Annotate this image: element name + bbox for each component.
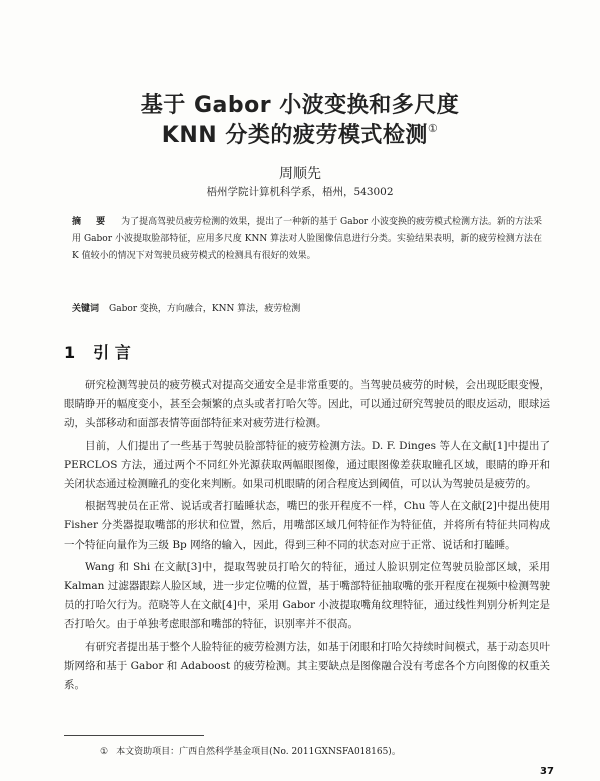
title-footnote-marker: ① <box>427 122 439 135</box>
abstract-text: 为了提高驾驶员疲劳检测的效果，提出了一种新的基于 Gabor 小波变换的疲劳模式检测方法。新的方法采用 Gabor 小波提取脸部特征，应用多尺度 KNN 算法对人脸图像信息进行分类。实验结果表明，新的疲劳检测方法在 K 值较小的情况下对驾驶员疲劳模式的检测具有很好的效果。 <box>72 217 542 261</box>
paragraph: 目前，人们提出了一些基于驾驶员脸部特征的疲劳检测方法。D. F. Dinges 等人在文献[1]中提出了 PERCLOS 方法，通过两个不同红外光源获取两幅眼图像，通过眼图像差获取瞳孔区域，眼睛的睁开和关闭状态通过检测瞳孔的变化来判断。如果司机眼睛的闭合程度达到阈值，可以认为驾驶员是疲劳的。 <box>64 439 550 491</box>
abstract <box>72 214 542 265</box>
footnote <box>100 744 550 757</box>
paragraph: 有研究者提出基于整个人脸特征的疲劳检测方法，如基于闭眼和打哈欠持续时间模式，基于动态贝叶斯网络和基于 Gabor 和 Adaboost 的疲劳检测。其主要缺点是图像融合没有考虑各个方向图像的权重关系。 <box>64 640 550 692</box>
title-line-1 <box>0 88 600 119</box>
author-affiliation: 梧州学院计算机科学系，梧州，543002 <box>206 186 394 198</box>
title-line-2-text: KNN 分类的疲劳模式检测 <box>161 123 428 148</box>
footnote-text: 本文资助项目：广西自然科学基金项目(No. 2011GXNSFA018165)。 <box>116 747 401 757</box>
footnote-divider <box>64 735 204 736</box>
footnote-marker: ① <box>100 747 109 757</box>
author-name: 周顺先 <box>279 166 321 182</box>
section-number: 1 <box>64 343 76 362</box>
title-line-2 <box>0 118 600 149</box>
keywords-label: 关键词 <box>72 304 100 314</box>
abstract-label: 摘 要 <box>72 217 112 227</box>
page-number: 37 <box>540 766 554 777</box>
body-text <box>64 376 550 698</box>
paragraph: 研究检测驾驶员的疲劳模式对提高交通安全是非常重要的。当驾驶员疲劳的时候，会出现眨眼变慢，眼睛睁开的幅度变小，甚至会频繁的点头或者打哈欠等。因此，可以通过研究驾驶员的眼皮运动，眼球运动，头部移动和面部表情等面部特征来对疲劳进行检测。 <box>64 379 550 430</box>
title-line-1-text: 基于 Gabor 小波变换和多尺度 <box>140 93 460 118</box>
keywords <box>72 301 542 314</box>
keywords-text: Gabor 变换，方向融合，KNN 算法，疲劳检测 <box>109 304 301 314</box>
section-title: 引 言 <box>93 343 131 362</box>
paragraph: 根据驾驶员在正常、说话或者打瞌睡状态，嘴巴的张开程度不一样，Chu 等人在文献[2]中提出使用 Fisher 分类器提取嘴部的形状和位置，然后，用嘴部区域几何特征作为特征值，并将所有特征共同构成一个特征向量作为三级 Bp 网络的输入，因此，得到三种不同的状态对应于正常、说话和打瞌睡。 <box>64 500 550 551</box>
section-heading <box>64 340 131 363</box>
paragraph: Wang 和 Shi 在文献[3]中，提取驾驶员打哈欠的特征，通过人脸识别定位驾驶员脸部区域，采用 Kalman 过滤器跟踪人脸区域，进一步定位嘴的位置，基于嘴部特征抽取嘴的张开程度在视频中检测驾驶员的打哈欠行为。范晓等人在文献[4]中，采用 Gabor 小波提取嘴角纹理特征，通过线性判别分析判定是否打哈欠。由于单独考虑眼部和嘴部的特征，识别率并不很高。 <box>64 560 550 631</box>
